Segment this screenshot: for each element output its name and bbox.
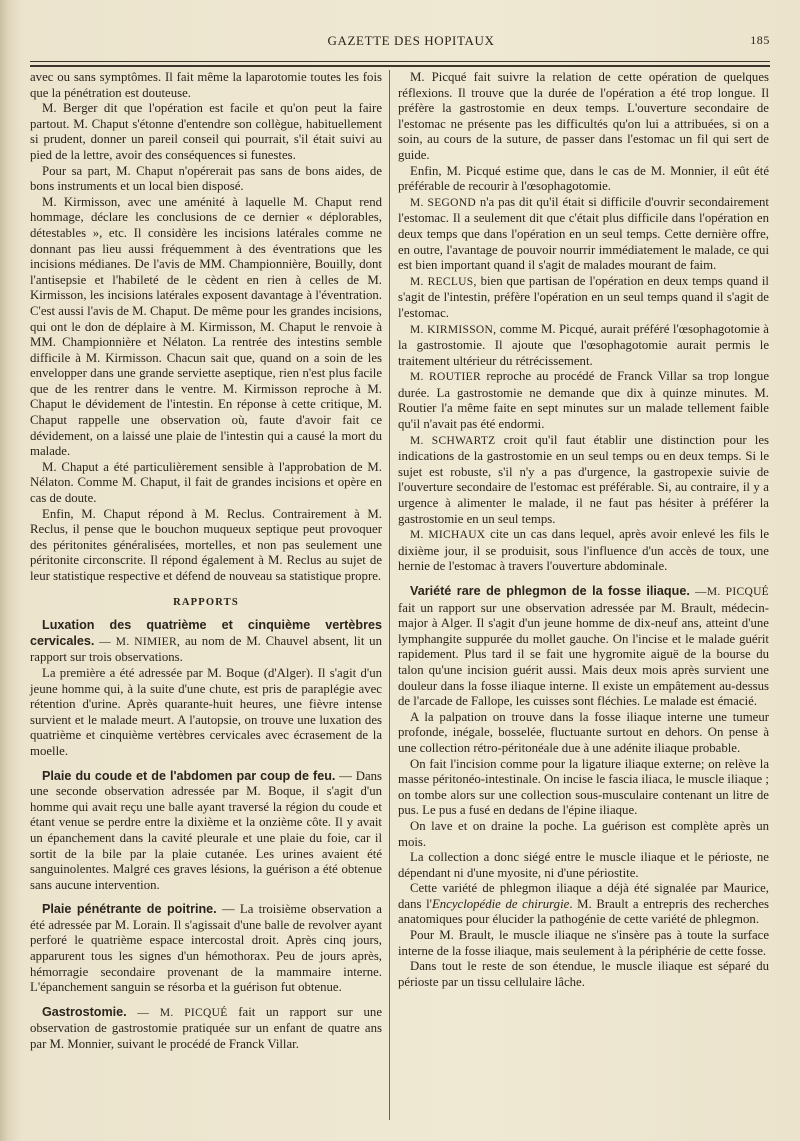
subsection-title: Plaie pénétrante de poitrine. [42,902,217,917]
section-paragraph [30,618,382,666]
paragraph: On lave et on draine la poche. La guérison est complète après un mois. [398,818,769,849]
paragraph-text: — Dans une seconde observation adressée par M. Boque, il s'agit d'un homme qui avait reçu une balle ayant traversé la région du coude et étant venue se perdre entre la dixième et la onzième côte. Il y avait un épanchement dans la cavité pleurale et une plaie du foie, car il sortit de la bile par la plaie cutanée. Les urines avaient été sanguinolentes. Malgré ces graves lésions, la guérison a été obtenue sans aucune intervention. [30,768,382,892]
paragraph [398,195,769,274]
paragraph: Enfin, M. Chaput répond à M. Reclus. Contrairement à M. Reclus, il pense que le bouchon muqueux septique peut provoquer des péritonites généralisées, mortelles, et non pas seulement une péritonite circonscrite. Il répond également à M. Reclus au sujet de leur statistique respective et défend de nouveau sa statistique propre. [30,506,382,583]
paragraph-text: fait un rapport sur une observation de gastrostomie pratiquée sur un enfant de quatre ans par M. Monnier, suivant le procédé de Franck Villar. [30,1004,382,1052]
paragraph [398,527,769,575]
left-column [30,70,382,1053]
paragraph: Dans tout le reste de son étendue, le muscle iliaque est séparé du périoste par un tissu cellulaire lâche. [398,959,769,989]
speaker-name: M. ROUTIER [410,371,481,384]
paragraph-text: bien que partisan de l'opération en deux temps quand il s'agit de l'intestin, préfère l'opération en un seul temps quand il s'agit de l'estomac. [398,273,769,320]
journal-title: GAZETTE DES HOPITAUX [327,33,495,48]
header-rule [30,61,770,62]
paragraph: La collection a donc siégé entre le muscle iliaque et le périoste, ne dépendant ni d'une myosite, ni d'une périostite. [398,850,769,880]
page-header [52,33,770,53]
paragraph [398,322,769,370]
subsection-title: Gastrostomie. [42,1004,127,1019]
paragraph: A la palpation on trouve dans la fosse iliaque interne une tumeur profonde, inégale, bosselée, fluctuante surtout en dehors. On pense à une collection rétro-péritonéale due à une adénite iliaque probable. [398,709,769,755]
right-column [398,70,769,990]
subsection-title: Plaie du coude et de l'abdomen par coup de feu. [42,768,336,783]
speaker-name: — M. NIMIER, [99,635,181,648]
subsection-title: Luxation des quatrième et cinquième vertèbres cervicales. [30,618,382,648]
paragraph-text: croit qu'il faut établir une distinction pour les indications de la gastrostomie en un seul temps ou en deux temps. Si le sujet est robuste, s'il n'y a pas d'urgence, la gastropexie suivie de l'ouverture secondaire de l'estomac est préférable. Si, au contraire, il y a urgence à alimenter le malade, il ne faut pas hésiter à préférer la gastrostomie en un seul temps. [398,432,769,526]
speaker-name: M. MICHAUX [410,529,486,542]
paragraph-text: . M. Brault a entrepris des recherches anatomiques pour élucider la pathogénie de cette variété de phlegmon. [398,896,769,927]
paragraph: Enfin, M. Picqué estime que, dans le cas de M. Monnier, il eût été préférable de recourir à l'œsophagotomie. [398,163,769,194]
paragraph: avec ou sans symptômes. Il fait même la laparotomie toutes les fois que la pénétration est douteuse. [30,70,382,100]
paragraph: M. Chaput a été particulièrement sensible à l'approbation de M. Nélaton. Comme M. Chaput, il fait de grandes incisions et opère en cas de doute. [30,459,382,506]
speaker-name: M. KIRMISSON, [410,323,497,336]
speaker-name: — M. PICQUÉ [137,1006,228,1019]
paragraph-text: comme M. Picqué, aurait préféré l'œsophagotomie à la gastrostomie. Il ajoute que l'œsophagotomie aurait permis le traitement ultérieur du rétrécissement. [398,321,769,368]
paragraph: On fait l'incision comme pour la ligature iliaque externe; on relève la masse péritonéo-intestinale. On incise le fascia iliaca, le muscle iliaque ; on tombe alors sur une collection sous-musculaire contenant un litre de pus. Le pus a fusé en dedans de l'épine iliaque. [398,756,769,818]
subsection-title: Variété rare de phlegmon de la fosse iliaque. [410,584,690,598]
section-paragraph [30,769,382,894]
section-paragraph [30,902,382,996]
section-paragraph [30,1005,382,1053]
paragraph [398,881,769,928]
paragraph-text: reproche au procédé de Franck Villar sa trop longue durée. La gastrostomie ne demande que dix à quinze minutes. M. Routier l'a même faite en sept minutes sur un malade tellement faible qu'il n'avait pas été endormi. [398,369,770,432]
speaker-name: M. SCHWARTZ [410,434,496,447]
cited-work-title: Encyclopédie de chirurgie [431,896,570,911]
speaker-name: M. RECLUS, [410,275,477,288]
paragraph-text: — La troisième observation a été adressée par M. Lorain. Il s'agissait d'une balle de revolver ayant perforé le quatrième espace intercostal droit. Après cinq jours, apparurent tous les signes d'un hémothorax. Peu de jours après, hémorragie secondaire provenant de la mammaire interne. L'épanchement sanguin se résorba et la guérison fut obtenue. [30,902,382,995]
page-number: 185 [750,33,770,47]
paragraph: Pour M. Brault, le muscle iliaque ne s'insère pas à toute la surface interne de la fosse iliaque, mais seulement à la périphérie de cette fosse. [398,928,769,958]
paragraph-text: Cette variété de phlegmon iliaque a déjà été signalée par Maurice, dans l' [398,881,769,911]
paragraph: La première a été adressée par M. Boque (d'Alger). Il s'agit d'un jeune homme qui, à la suite d'une chute, est pris de paraplégie avec rétention d'urine. Après quarante-huit heures, une fièvre intense survient et le malade meurt. A l'autopsie, on trouve une luxation des quatrième et cinquième vertèbres cervicales avec écrasement de la moelle. [30,665,382,758]
section-paragraph [398,584,769,710]
paragraph-text: fait un rapport sur une observation adressée par M. Brault, médecin-major à Alger. Il s'agit d'un jeune homme de dix-neuf ans, atteint d'une lymphangite suppurée du mollet gauche. On l'incise et le malade guérit rapidement. Plus tard il se fait une hygromite aiguë de la bourse du talon qu'une incision guérit aussi. Mais deux mois après survient une douleur dans la fosse iliaque interne. Il existe un empâtement au-dessus de l'arcade de Fallope, les cuisses sont fléchies. Le malade est émacié. [398,600,769,709]
paragraph [398,433,769,528]
paragraph: M. Kirmisson, avec une aménité à laquelle M. Chaput rend hommage, déclare les conclusions de ce dernier « déplorables, détestables », etc. Il considère les incisions latérales comme ne donnant pas lieu aussi fréquemment à des éventrations que les incisions médianes. De l'avis de MM. Championnière, Bouilly, dont l'antisepsie et l'habileté de le cèdent en rien à celles de M. Kirmisson, les incisions latérales exposent davantage à l'éventration. C'est aussi l'avis de M. Chaput. De même pour les grandes incisions, qui ont le don de déplaire à M. Kirmisson, M. Chaput le renvoie à MM. Championnière et Nélaton. La rentrée des intestins semble difficile à M. Kirmisson. Chacun sait que, quand on a soin de les envelopper dans une grande serviette aseptique, rien n'est plus facile que de les rentrer dans le ventre. M. Kirmisson reproche à M. Chaput le dévidement de l'intestin. En réponse à cette critique, M. Chaput rappelle une observation où, faute d'avoir fait ce dévidement, on a laissé une plaie de l'intestin qui a causé la mort du malade. [30,194,382,459]
section-heading-rapports: RAPPORTS [173,596,239,608]
paragraph-text: au nom de M. Chauvel absent, lit un rapport sur trois observations. [30,633,382,665]
speaker-name: M. SEGOND [410,196,476,209]
paragraph-text: cite un cas dans lequel, après avoir enlevé les fils le dixième jour, il se produisit, sous l'influence d'un accès de toux, une hernie de l'estomac à travers l'ouverture abdominale. [398,527,770,574]
paragraph-text: n'a pas dit qu'il était si difficile d'ouvrir secondairement l'estomac. Il a seulement dit que c'était plus difficile dans l'opération en deux temps que dans l'opération en un seul temps. Cette dernière offre, en outre, l'avantage de pouvoir nourrir immédiatement le malade, ce qui est bien important quand il s'agit de malades mourant de faim. [398,194,769,273]
paragraph: M. Picqué fait suivre la relation de cette opération de quelques réflexions. Il trouve que la durée de l'opération a été trop longue. Il préfère la gastrostomie en deux temps. L'ouverture secondaire de l'estomac ne présente pas les difficultés qu'on lui a attribuées, si on a soin, au cours de la suture, de passer dans l'estomac un fil qui sert de guide. [398,70,769,162]
paragraph [398,274,769,322]
column-divider [389,70,390,1120]
paragraph: M. Berger dit que l'opération est facile et qu'on peut la faire partout. M. Chaput s'étonne d'entendre son collègue, habituellement si prudent, donner un pareil conseil qui pourrait, s'il était suivi au pied de la lettre, avoir des conséquences si funestes. [30,101,382,162]
paragraph [398,369,769,432]
speaker-name: —M. PICQUÉ [695,586,770,598]
paragraph: Pour sa part, M. Chaput n'opérerait pas sans de bons aides, de bons instruments et un local bien disposé. [30,163,382,194]
header-rule-double [30,65,770,67]
